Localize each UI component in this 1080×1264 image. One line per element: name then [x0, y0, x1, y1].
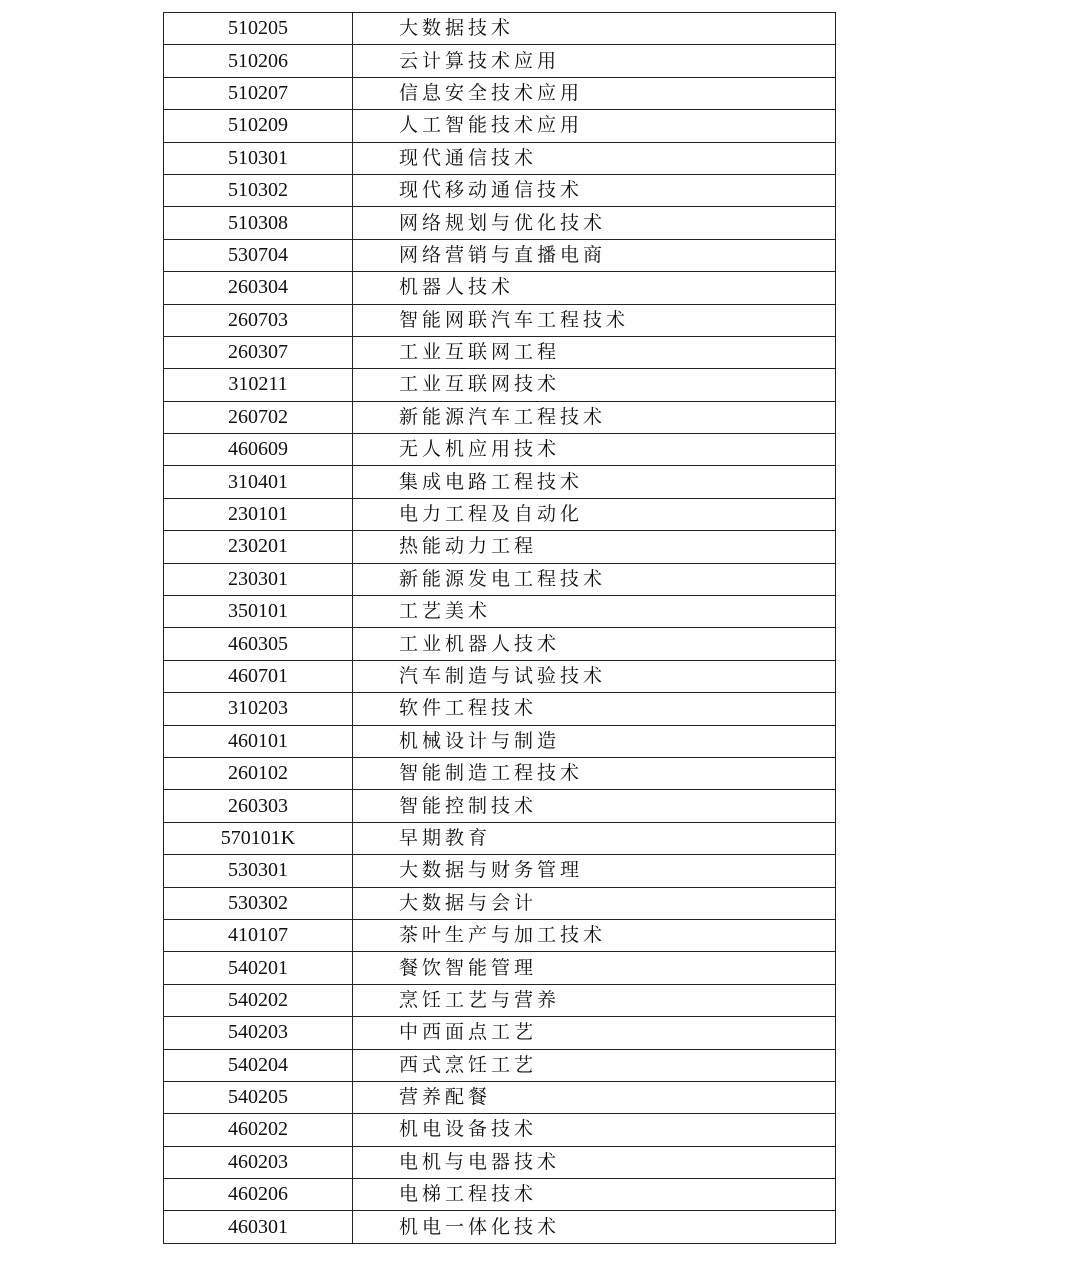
major-name-cell: 现代通信技术 — [353, 142, 836, 174]
major-name-cell: 智能网联汽车工程技术 — [353, 304, 836, 336]
major-name-cell: 大数据与会计 — [353, 887, 836, 919]
major-code-cell: 260303 — [164, 790, 353, 822]
major-name-cell: 烹饪工艺与营养 — [353, 984, 836, 1016]
major-code-cell: 260102 — [164, 757, 353, 789]
major-name-cell: 汽车制造与试验技术 — [353, 660, 836, 692]
table-row — [164, 466, 836, 498]
major-table-container — [163, 12, 789, 1244]
major-name-cell: 网络规划与优化技术 — [353, 207, 836, 239]
table-row — [164, 1146, 836, 1178]
table-row — [164, 304, 836, 336]
major-code-cell: 410107 — [164, 919, 353, 951]
major-code-cell: 230301 — [164, 563, 353, 595]
major-name-cell: 新能源发电工程技术 — [353, 563, 836, 595]
major-code-cell: 230201 — [164, 531, 353, 563]
table-row — [164, 1081, 836, 1113]
major-name-cell: 云计算技术应用 — [353, 45, 836, 77]
table-row — [164, 952, 836, 984]
major-code-cell: 260304 — [164, 272, 353, 304]
table-row — [164, 1017, 836, 1049]
major-code-cell: 230101 — [164, 498, 353, 530]
major-code-cell: 570101K — [164, 822, 353, 854]
table-row — [164, 790, 836, 822]
table-row — [164, 693, 836, 725]
major-name-cell: 餐饮智能管理 — [353, 952, 836, 984]
major-code-cell: 510206 — [164, 45, 353, 77]
major-code-cell: 510209 — [164, 110, 353, 142]
major-code-cell: 460202 — [164, 1114, 353, 1146]
table-row — [164, 757, 836, 789]
major-code-cell: 460206 — [164, 1179, 353, 1211]
table-row — [164, 174, 836, 206]
major-code-cell: 530302 — [164, 887, 353, 919]
major-name-cell: 大数据与财务管理 — [353, 855, 836, 887]
table-row — [164, 887, 836, 919]
major-name-cell: 机电一体化技术 — [353, 1211, 836, 1243]
table-row — [164, 984, 836, 1016]
table-row — [164, 1179, 836, 1211]
major-name-cell: 新能源汽车工程技术 — [353, 401, 836, 433]
table-row — [164, 13, 836, 45]
major-name-cell: 机械设计与制造 — [353, 725, 836, 757]
table-row — [164, 1114, 836, 1146]
major-code-cell: 510302 — [164, 174, 353, 206]
major-code-cell: 460203 — [164, 1146, 353, 1178]
major-name-cell: 电机与电器技术 — [353, 1146, 836, 1178]
major-table-body — [164, 13, 836, 1244]
table-row — [164, 498, 836, 530]
major-code-cell: 540203 — [164, 1017, 353, 1049]
major-name-cell: 热能动力工程 — [353, 531, 836, 563]
table-row — [164, 142, 836, 174]
major-name-cell: 西式烹饪工艺 — [353, 1049, 836, 1081]
major-code-cell: 260702 — [164, 401, 353, 433]
major-code-cell: 540201 — [164, 952, 353, 984]
table-row — [164, 596, 836, 628]
table-row — [164, 855, 836, 887]
major-name-cell: 网络营销与直播电商 — [353, 239, 836, 271]
major-code-cell: 510205 — [164, 13, 353, 45]
major-name-cell: 电梯工程技术 — [353, 1179, 836, 1211]
major-name-cell: 人工智能技术应用 — [353, 110, 836, 142]
major-code-cell: 540202 — [164, 984, 353, 1016]
table-row — [164, 1211, 836, 1243]
table-row — [164, 45, 836, 77]
table-row — [164, 660, 836, 692]
table-row — [164, 110, 836, 142]
table-row — [164, 336, 836, 368]
major-code-cell: 460101 — [164, 725, 353, 757]
major-name-cell: 茶叶生产与加工技术 — [353, 919, 836, 951]
major-name-cell: 现代移动通信技术 — [353, 174, 836, 206]
major-name-cell: 机电设备技术 — [353, 1114, 836, 1146]
major-name-cell: 大数据技术 — [353, 13, 836, 45]
major-code-cell: 260703 — [164, 304, 353, 336]
table-row — [164, 725, 836, 757]
major-name-cell: 机器人技术 — [353, 272, 836, 304]
table-row — [164, 563, 836, 595]
major-name-cell: 智能制造工程技术 — [353, 757, 836, 789]
major-code-cell: 350101 — [164, 596, 353, 628]
major-name-cell: 工艺美术 — [353, 596, 836, 628]
major-code-cell: 530301 — [164, 855, 353, 887]
major-name-cell: 工业机器人技术 — [353, 628, 836, 660]
major-table — [163, 12, 836, 1244]
table-row — [164, 77, 836, 109]
table-row — [164, 628, 836, 660]
major-name-cell: 集成电路工程技术 — [353, 466, 836, 498]
major-name-cell: 无人机应用技术 — [353, 434, 836, 466]
major-code-cell: 530704 — [164, 239, 353, 271]
major-code-cell: 460701 — [164, 660, 353, 692]
major-code-cell: 460609 — [164, 434, 353, 466]
major-name-cell: 早期教育 — [353, 822, 836, 854]
major-code-cell: 310401 — [164, 466, 353, 498]
major-code-cell: 510301 — [164, 142, 353, 174]
major-name-cell: 电力工程及自动化 — [353, 498, 836, 530]
major-name-cell: 工业互联网技术 — [353, 369, 836, 401]
table-row — [164, 239, 836, 271]
table-row — [164, 822, 836, 854]
table-row — [164, 919, 836, 951]
table-row — [164, 272, 836, 304]
table-row — [164, 531, 836, 563]
major-name-cell: 中西面点工艺 — [353, 1017, 836, 1049]
major-code-cell: 540205 — [164, 1081, 353, 1113]
major-code-cell: 460305 — [164, 628, 353, 660]
major-code-cell: 460301 — [164, 1211, 353, 1243]
major-code-cell: 510308 — [164, 207, 353, 239]
major-code-cell: 310203 — [164, 693, 353, 725]
table-row — [164, 207, 836, 239]
table-row — [164, 369, 836, 401]
major-code-cell: 310211 — [164, 369, 353, 401]
major-name-cell: 信息安全技术应用 — [353, 77, 836, 109]
major-name-cell: 营养配餐 — [353, 1081, 836, 1113]
major-name-cell: 工业互联网工程 — [353, 336, 836, 368]
table-row — [164, 1049, 836, 1081]
major-code-cell: 260307 — [164, 336, 353, 368]
table-row — [164, 401, 836, 433]
table-row — [164, 434, 836, 466]
major-code-cell: 510207 — [164, 77, 353, 109]
major-code-cell: 540204 — [164, 1049, 353, 1081]
major-name-cell: 智能控制技术 — [353, 790, 836, 822]
major-name-cell: 软件工程技术 — [353, 693, 836, 725]
